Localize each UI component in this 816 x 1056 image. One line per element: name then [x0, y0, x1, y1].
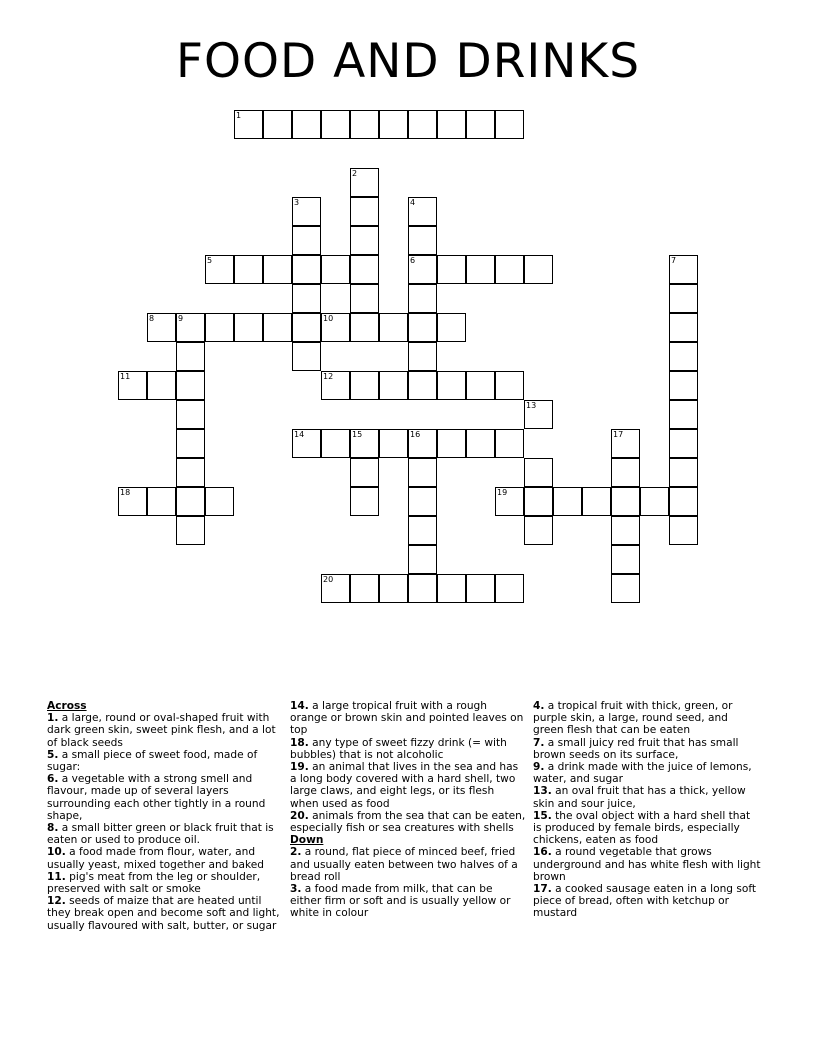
grid-cell[interactable] [321, 313, 350, 342]
across-heading: Across [47, 700, 87, 712]
grid-cell[interactable] [495, 574, 524, 603]
grid-cell[interactable] [292, 284, 321, 313]
grid-cell[interactable] [292, 255, 321, 284]
clues-column-3 [533, 700, 761, 920]
grid-cell[interactable] [408, 197, 437, 226]
grid-cell[interactable] [611, 429, 640, 458]
grid-cell[interactable] [350, 110, 379, 139]
grid-cell[interactable] [408, 574, 437, 603]
grid-cell[interactable] [321, 255, 350, 284]
cell-number: 5 [207, 256, 213, 265]
grid-cell[interactable] [524, 487, 553, 516]
grid-cell[interactable] [350, 284, 379, 313]
grid-cell[interactable] [611, 545, 640, 574]
grid-cell[interactable] [263, 110, 292, 139]
grid-cell[interactable] [466, 371, 495, 400]
grid-cell[interactable] [350, 197, 379, 226]
clue-number: 11. [47, 870, 66, 883]
clue-text: a food made from milk, that can be either firm or soft and is usually yellow or white in colour [290, 883, 511, 920]
clue [290, 810, 526, 834]
grid-cell[interactable] [466, 429, 495, 458]
clue-number: 1. [47, 712, 59, 725]
grid-cell[interactable] [350, 226, 379, 255]
clue-text: a large tropical fruit with a rough orange or brown skin and pointed leaves on top [290, 700, 524, 737]
grid-cell[interactable] [350, 371, 379, 400]
grid-cell[interactable] [408, 371, 437, 400]
clue [47, 871, 283, 895]
grid-cell[interactable] [234, 255, 263, 284]
grid-cell[interactable] [292, 429, 321, 458]
grid-cell[interactable] [669, 313, 698, 342]
grid-cell[interactable] [437, 429, 466, 458]
grid-cell[interactable] [495, 429, 524, 458]
clue-number: 9. [533, 761, 545, 774]
grid-cell[interactable] [669, 429, 698, 458]
clue-text: a round vegetable that grows underground and has white flesh with light brown [533, 846, 761, 883]
cell-number: 8 [149, 314, 155, 323]
grid-cell[interactable] [582, 487, 611, 516]
grid-cell[interactable] [669, 516, 698, 545]
grid-cell[interactable] [466, 255, 495, 284]
grid-cell[interactable] [147, 313, 176, 342]
cell-number: 1 [236, 111, 242, 120]
cell-number: 13 [526, 401, 537, 410]
cell-number: 7 [671, 256, 677, 265]
grid-cell[interactable] [350, 574, 379, 603]
grid-cell[interactable] [437, 110, 466, 139]
clues-section [47, 700, 777, 1000]
clue [290, 846, 526, 883]
grid-cell[interactable] [176, 400, 205, 429]
grid-cell[interactable] [437, 574, 466, 603]
grid-cell[interactable] [176, 342, 205, 371]
grid-cell[interactable] [553, 487, 582, 516]
cell-number: 16 [410, 430, 421, 439]
grid-cell[interactable] [408, 516, 437, 545]
cell-number: 14 [294, 430, 305, 439]
clue [290, 883, 526, 920]
grid-cell[interactable] [379, 429, 408, 458]
grid-cell[interactable] [466, 110, 495, 139]
grid-cell[interactable] [408, 458, 437, 487]
grid-cell[interactable] [118, 371, 147, 400]
clue-number: 13. [533, 785, 552, 798]
clue-text: a tropical fruit with thick, green, or purple skin, a large, round seed, and green flesh that can be eaten [533, 700, 733, 737]
grid-cell[interactable] [292, 226, 321, 255]
grid-cell[interactable] [408, 284, 437, 313]
clue [290, 761, 526, 810]
grid-cell[interactable] [176, 371, 205, 400]
grid-cell[interactable] [263, 313, 292, 342]
clue-text: the oval object with a hard shell that is produced by female birds, especially chickens, eaten as food [533, 809, 751, 847]
grid-cell[interactable] [408, 226, 437, 255]
clue [533, 785, 761, 809]
grid-cell[interactable] [437, 371, 466, 400]
grid-cell[interactable] [437, 313, 466, 342]
grid-cell[interactable] [408, 429, 437, 458]
clue-text: seeds of maize that are heated until they break open and become soft and light, usually flavoured with salt, butter, or sugar [47, 895, 280, 932]
clue-text: an animal that lives in the sea and has a long body covered with a hard shell, two large claws, and eight legs, or its flesh when used as food [290, 761, 519, 810]
clue-number: 19. [290, 761, 309, 774]
grid-cell[interactable] [321, 574, 350, 603]
cell-number: 2 [352, 169, 358, 178]
grid-cell[interactable] [379, 371, 408, 400]
grid-cell[interactable] [524, 400, 553, 429]
grid-cell[interactable] [118, 487, 147, 516]
grid-cell[interactable] [408, 110, 437, 139]
grid-cell[interactable] [611, 516, 640, 545]
grid-cell[interactable] [408, 255, 437, 284]
clue [47, 822, 283, 846]
clue [290, 700, 526, 737]
grid-cell[interactable] [466, 574, 495, 603]
page-title: FOOD AND DRINKS [175, 34, 641, 89]
grid-cell[interactable] [263, 255, 292, 284]
clue-number: 8. [47, 822, 59, 835]
grid-cell[interactable] [350, 429, 379, 458]
grid-cell[interactable] [147, 371, 176, 400]
grid-cell[interactable] [350, 458, 379, 487]
clue-number: 17. [533, 883, 552, 896]
grid-cell[interactable] [379, 110, 408, 139]
clue-number: 14. [290, 700, 309, 712]
cell-number: 10 [323, 314, 334, 323]
clue-number: 15. [533, 809, 552, 822]
clues-column-1 [47, 700, 283, 932]
grid-cell[interactable] [495, 110, 524, 139]
clue-text: an oval fruit that has a thick, yellow skin and sour juice, [533, 785, 746, 810]
clue-number: 2. [290, 846, 302, 859]
grid-cell[interactable] [321, 429, 350, 458]
clue-text: a drink made with the juice of lemons, water, and sugar [533, 761, 752, 786]
clue-text: a large, round or oval-shaped fruit with dark green skin, sweet pink flesh, and a lot of black seeds [47, 712, 276, 749]
clue-number: 4. [533, 700, 545, 712]
clue-number: 12. [47, 895, 66, 908]
grid-cell[interactable] [176, 487, 205, 516]
clue [47, 712, 283, 749]
clue-text: pig's meat from the leg or shoulder, preserved with salt or smoke [47, 870, 261, 896]
clue-text: animals from the sea that can be eaten, especially fish or sea creatures with shells [290, 809, 526, 835]
clue [47, 895, 283, 932]
grid-cell[interactable] [495, 487, 524, 516]
grid-cell[interactable] [524, 255, 553, 284]
grid-cell[interactable] [350, 168, 379, 197]
cell-number: 17 [613, 430, 624, 439]
clue-text: any type of sweet fizzy drink (= with bubbles) that is not alcoholic [290, 736, 507, 761]
grid-cell[interactable] [408, 487, 437, 516]
grid-cell[interactable] [408, 313, 437, 342]
grid-cell[interactable] [292, 110, 321, 139]
grid-cell[interactable] [669, 371, 698, 400]
grid-cell[interactable] [205, 255, 234, 284]
clue-number: 16. [533, 846, 552, 859]
cell-number: 19 [497, 488, 508, 497]
clue-number: 20. [290, 809, 309, 822]
clue [533, 737, 761, 761]
grid-cell[interactable] [350, 255, 379, 284]
clue-text: a small piece of sweet food, made of sugar: [47, 748, 258, 774]
cell-number: 15 [352, 430, 363, 439]
clue [533, 700, 761, 737]
grid-cell[interactable] [524, 458, 553, 487]
clue-number: 5. [47, 748, 59, 761]
grid-cell[interactable] [147, 487, 176, 516]
clue-text: a cooked sausage eaten in a long soft piece of bread, often with ketchup or mustard [533, 883, 757, 920]
grid-cell[interactable] [379, 313, 408, 342]
grid-cell[interactable] [321, 110, 350, 139]
clue-number: 18. [290, 736, 309, 749]
clue-text: a round, flat piece of minced beef, fried and usually eaten between two halves of a bread roll [290, 846, 518, 883]
clue [533, 883, 761, 920]
clue [47, 846, 283, 870]
clue [533, 846, 761, 883]
grid-cell[interactable] [379, 574, 408, 603]
grid-cell[interactable] [408, 342, 437, 371]
clue-text: a food made from flour, water, and usually yeast, mixed together and baked [47, 846, 264, 871]
grid-cell[interactable] [350, 487, 379, 516]
clue-number: 10. [47, 846, 66, 859]
clue [533, 810, 761, 847]
cell-number: 6 [410, 256, 416, 265]
clue [533, 761, 761, 785]
grid-cell[interactable] [176, 313, 205, 342]
grid-cell[interactable] [205, 313, 234, 342]
clue-text: a vegetable with a strong smell and flavour, made up of several layers surrounding each other tightly in a round shape, [47, 773, 266, 822]
grid-cell[interactable] [669, 342, 698, 371]
clue [47, 749, 283, 773]
grid-cell[interactable] [176, 516, 205, 545]
cell-number: 12 [323, 372, 334, 381]
cell-number: 3 [294, 198, 300, 207]
cell-number: 18 [120, 488, 131, 497]
grid-cell[interactable] [669, 255, 698, 284]
grid-cell[interactable] [495, 371, 524, 400]
clue-number: 6. [47, 773, 59, 786]
grid-cell[interactable] [234, 110, 263, 139]
grid-cell[interactable] [408, 545, 437, 574]
cell-number: 4 [410, 198, 416, 207]
grid-cell[interactable] [205, 487, 234, 516]
cell-number: 9 [178, 314, 184, 323]
clue-text: a small juicy red fruit that has small brown seeds on its surface, [533, 736, 739, 761]
grid-cell[interactable] [234, 313, 263, 342]
cell-number: 20 [323, 575, 334, 584]
grid-cell[interactable] [292, 342, 321, 371]
grid-cell[interactable] [611, 574, 640, 603]
grid-cell[interactable] [176, 429, 205, 458]
grid-cell[interactable] [611, 487, 640, 516]
clues-column-2 [290, 700, 526, 920]
cell-number: 11 [120, 372, 131, 381]
clue [290, 737, 526, 761]
grid-cell[interactable] [321, 371, 350, 400]
grid-cell[interactable] [437, 255, 466, 284]
grid-cell[interactable] [669, 284, 698, 313]
grid-cell[interactable] [176, 458, 205, 487]
clue-number: 3. [290, 883, 302, 896]
grid-cell[interactable] [611, 458, 640, 487]
grid-cell[interactable] [292, 313, 321, 342]
down-heading: Down [290, 834, 324, 847]
grid-cell[interactable] [495, 255, 524, 284]
grid-cell[interactable] [669, 458, 698, 487]
grid-cell[interactable] [669, 400, 698, 429]
grid-cell[interactable] [292, 197, 321, 226]
grid-cell[interactable] [350, 313, 379, 342]
grid-cell[interactable] [669, 487, 698, 516]
grid-cell[interactable] [640, 487, 669, 516]
grid-cell[interactable] [524, 516, 553, 545]
clue [47, 773, 283, 822]
clue-text: a small bitter green or black fruit that is eaten or used to produce oil. [47, 822, 274, 847]
clue-number: 7. [533, 736, 545, 749]
